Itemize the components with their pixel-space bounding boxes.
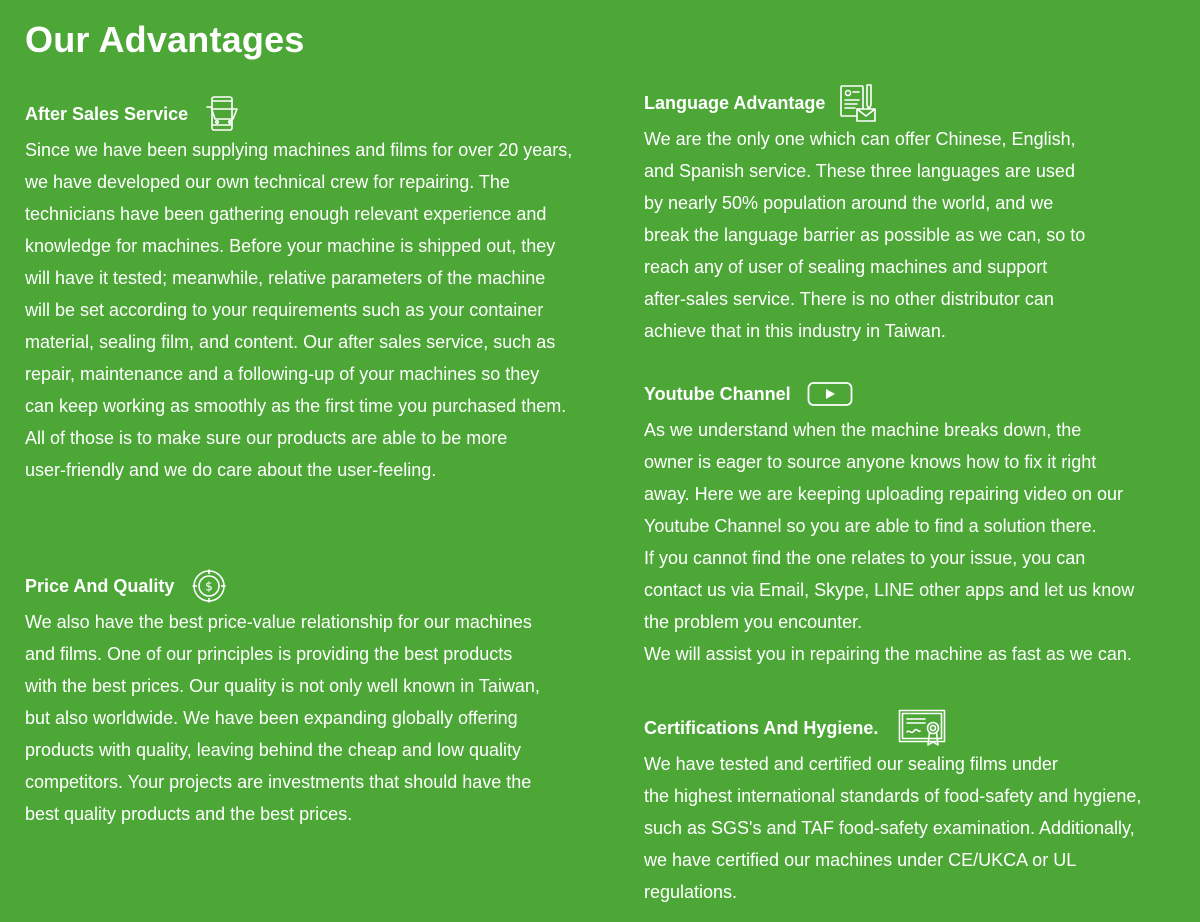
section-after-sales-service (25, 94, 625, 486)
section-body (644, 123, 1134, 347)
body-line: the problem you encounter. (644, 612, 863, 632)
body-line: knowledge for machines. Before your machine is shipped out, they (25, 236, 556, 256)
body-line: We are the only one which can offer Chinese, English, (644, 129, 1076, 149)
section-title: Price And Quality (25, 576, 175, 596)
body-line: competitors. Your projects are investments that should have the (25, 772, 532, 792)
svg-text:$: $ (205, 579, 214, 594)
body-line: break the language barrier as possible as we can, so to (644, 225, 1086, 245)
body-line: owner is eager to source anyone knows how to fix it right (644, 452, 1097, 472)
price-target-icon (192, 569, 226, 603)
section-header (644, 83, 1134, 123)
section-body (644, 414, 1189, 670)
body-line: repair, maintenance and a following-up of your machines so they (25, 364, 540, 384)
body-line: reach any of user of sealing machines and support (644, 257, 1048, 277)
body-line: All of those is to make sure our products are able to be more (25, 428, 508, 448)
body-line: but also worldwide. We have been expanding globally offering (25, 708, 518, 728)
body-line: material, sealing film, and content. Our after sales service, such as (25, 332, 556, 352)
body-line: the highest international standards of food-safety and hygiene, (644, 786, 1142, 806)
section-price-and-quality (25, 566, 615, 830)
section-body (25, 134, 625, 486)
body-line: contact us via Email, Skype, LINE other apps and let us know (644, 580, 1135, 600)
body-line: we have developed our own technical crew for repairing. The (25, 172, 510, 192)
section-title: After Sales Service (25, 104, 189, 124)
body-line: best quality products and the best prices. (25, 804, 353, 824)
body-line: and films. One of our principles is providing the best products (25, 644, 513, 664)
certificate-icon (898, 709, 946, 747)
body-line: Youtube Channel so you are able to find a solution there. (644, 516, 1097, 536)
document-mail-icon (837, 83, 877, 123)
body-line: after-sales service. There is no other distributor can (644, 289, 1054, 309)
section-youtube-channel (644, 374, 1189, 670)
body-line: technicians have been gathering enough relevant experience and (25, 204, 547, 224)
body-line: We will assist you in repairing the machine as fast as we can. (644, 644, 1132, 664)
body-line: We have tested and certified our sealing films under (644, 754, 1058, 774)
body-line: As we understand when the machine breaks down, the (644, 420, 1082, 440)
body-line: we have certified our machines under CE/UKCA or UL (644, 850, 1077, 870)
section-header (644, 374, 1189, 414)
body-line: and Spanish service. These three languages are used (644, 161, 1075, 181)
body-line: away. Here we are keeping uploading repairing video on our (644, 484, 1123, 504)
section-header (25, 94, 625, 134)
body-line: will be set according to your requirements such as your container (25, 300, 544, 320)
body-line: If you cannot find the one relates to your issue, you can (644, 548, 1086, 568)
body-line: will have it tested; meanwhile, relative parameters of the machine (25, 268, 546, 288)
body-line: can keep working as smoothly as the first time you purchased them. (25, 396, 567, 416)
section-title: Youtube Channel (644, 384, 791, 404)
section-header (644, 708, 1200, 748)
play-button-icon (807, 381, 853, 407)
body-line: achieve that in this industry in Taiwan. (644, 321, 946, 341)
section-certifications-and-hygiene (644, 708, 1200, 908)
body-line: products with quality, leaving behind the cheap and low quality (25, 740, 521, 760)
body-line: Since we have been supplying machines and films for over 20 years, (25, 140, 573, 160)
body-line: by nearly 50% population around the world, and we (644, 193, 1054, 213)
body-line: such as SGS's and TAF food-safety examination. Additionally, (644, 818, 1135, 838)
section-title: Language Advantage (644, 93, 826, 113)
section-body (25, 606, 615, 830)
section-header (25, 566, 615, 606)
page-title: Our Advantages (25, 19, 305, 60)
section-body (644, 748, 1200, 908)
body-line: with the best prices. Our quality is not only well known in Taiwan, (25, 676, 540, 696)
body-line: regulations. (644, 882, 738, 902)
section-language-advantage (644, 83, 1134, 347)
body-line: We also have the best price-value relationship for our machines (25, 612, 532, 632)
section-title: Certifications And Hygiene. (644, 718, 879, 738)
body-line: user-friendly and we do care about the user-feeling. (25, 460, 437, 480)
online-shopping-icon (206, 96, 240, 132)
